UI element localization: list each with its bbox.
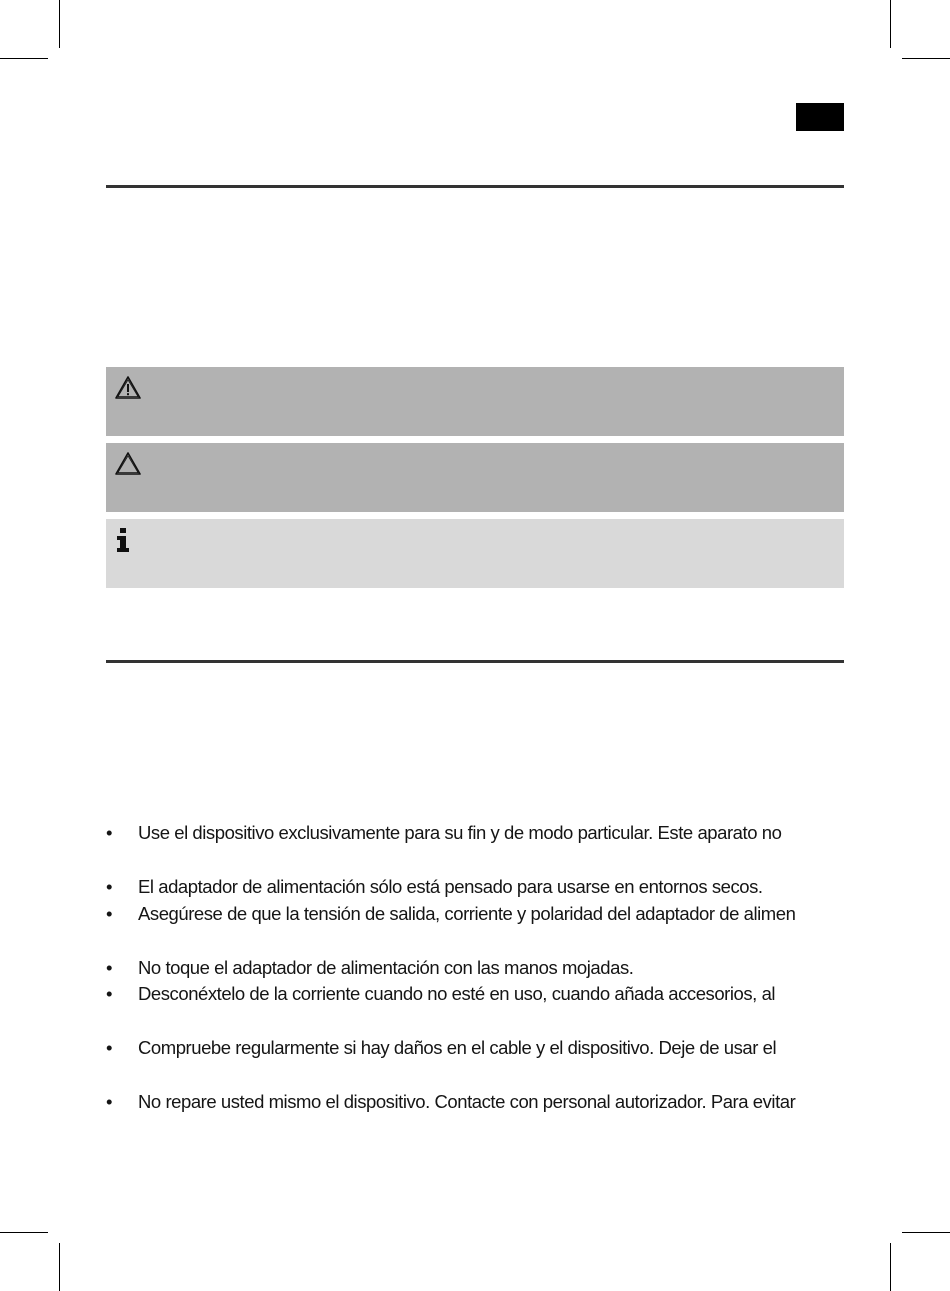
- bullet-marker: •: [106, 822, 113, 843]
- bullet-text: No toque el adaptador de alimentación con las manos mojadas.: [138, 957, 634, 978]
- crop-mark-bottom-right-v: [890, 1243, 891, 1291]
- crop-mark-bottom-right-h: [902, 1232, 950, 1233]
- bullet-marker: •: [106, 1091, 113, 1112]
- crop-mark-top-right-v: [890, 0, 891, 48]
- language-tab: [796, 103, 844, 131]
- section-rule-top: [106, 185, 844, 188]
- bullet-text: El adaptador de alimentación sólo está pensado para usarse en entornos secos.: [138, 876, 763, 897]
- crop-mark-top-left-v: [59, 0, 60, 48]
- bullet-text: Compruebe regularmente si hay daños en el cable y el dispositivo. Deje de usar el: [138, 1037, 777, 1058]
- info-icon: [114, 527, 142, 553]
- bullet-text: Asegúrese de que la tensión de salida, corriente y polaridad del adaptador de alimen: [138, 903, 796, 924]
- crop-mark-bottom-left-h: [0, 1232, 48, 1233]
- section-rule-middle: [106, 660, 844, 663]
- bullet-text: Desconéxtelo de la corriente cuando no esté en uso, cuando añada accesorios, al: [138, 983, 776, 1004]
- crop-mark-bottom-left-v: [59, 1243, 60, 1291]
- warning-triangle-outline-icon: [114, 451, 142, 477]
- caution-notice-box: [106, 443, 844, 512]
- bullet-text: Use el dispositivo exclusivamente para su fin y de modo particular. Este aparato no: [138, 822, 782, 843]
- warning-triangle-exclamation-icon: [114, 375, 142, 401]
- bullet-marker: •: [106, 957, 113, 978]
- crop-mark-top-left-h: [0, 58, 48, 59]
- warning-notice-box: [106, 367, 844, 436]
- bullet-marker: •: [106, 903, 113, 924]
- bullet-marker: •: [106, 983, 113, 1004]
- crop-mark-top-right-h: [902, 58, 950, 59]
- bullet-marker: •: [106, 876, 113, 897]
- bullet-text: No repare usted mismo el dispositivo. Contacte con personal autorizador. Para evitar: [138, 1091, 796, 1112]
- info-notice-box: [106, 519, 844, 588]
- bullet-marker: •: [106, 1037, 113, 1058]
